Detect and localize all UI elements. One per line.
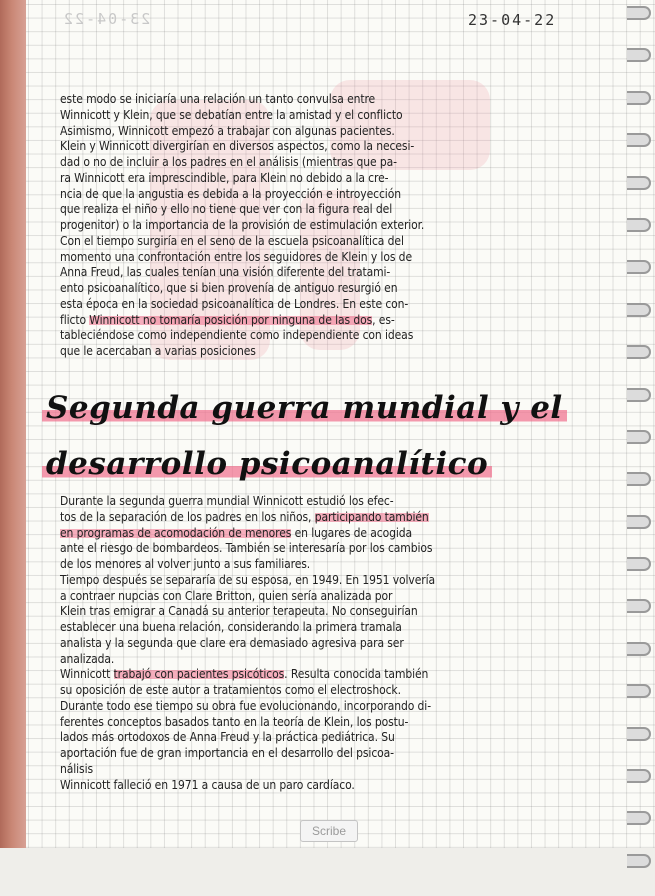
text-line: analizada.: [60, 651, 115, 666]
spiral-ring: [627, 811, 651, 825]
text-line: aportación fue de gran importancia en el desarrollo del psicoa-: [60, 746, 394, 760]
text-segment: . Resulta conocida también: [284, 667, 429, 682]
paragraph-war: [60, 494, 590, 793]
spiral-ring: [627, 6, 651, 20]
spiral-ring: [627, 133, 651, 147]
paragraph-intro: [60, 92, 590, 360]
heading-text: Segunda guerra mundial y el: [42, 390, 567, 426]
highlighted-text: participando también: [314, 509, 429, 524]
spiral-ring: [627, 176, 651, 190]
text-line: Durante la segunda guerra mundial Winnicott estudió los efec-: [60, 494, 394, 508]
text-line: ncia de que la angustia es debida a la proyección e introyección: [60, 186, 401, 201]
text-line: progenitor) o la importancia de la provisión de estimulación exterior.: [60, 218, 425, 232]
text-line: ento psicoanalítico, que si bien provenía de antiguo resurgió en: [60, 281, 398, 295]
text-line: lados más ortodoxos de Anna Freud y la práctica pediátrica. Su: [60, 730, 395, 745]
text-line: Anna Freud, las cuales tenían una visión diferente del tratami-: [60, 265, 391, 280]
text-line: ferentes conceptos basados tanto en la teoría de Klein, los postu-: [60, 714, 409, 729]
spiral-ring: [627, 599, 651, 613]
text-line: ra Winnicott era imprescindible, para Klein no debido a la cre-: [60, 170, 389, 185]
text-segment: tos de la separación de los padres en los niños,: [60, 509, 315, 524]
heading-text: desarrollo psicoanalítico: [42, 446, 492, 482]
text-line: establecer una buena relación, considerando la primera tramala: [60, 620, 402, 634]
text-line: dad o no de incluir a los padres en el análisis (mientras que pa-: [60, 155, 397, 169]
text-line: momento una confrontación entre los seguidores de Klein y los de: [60, 249, 412, 264]
text-line: Klein tras emigrar a Canadá su anterior terapeuta. No conseguirían: [60, 604, 418, 619]
text-line: de los menores al volver junto a sus familiares.: [60, 557, 311, 571]
spiral-ring: [627, 769, 651, 783]
section-heading-line-2: [42, 446, 492, 482]
text-segment: en lugares de acogida: [291, 525, 413, 540]
spiral-ring: [627, 388, 651, 402]
text-line: Winnicott falleció en 1971 a causa de un paro cardíaco.: [60, 777, 355, 792]
spiral-ring: [627, 303, 651, 317]
spiral-ring: [627, 515, 651, 529]
notebook-spine: [0, 0, 26, 848]
section-heading-line-1: [42, 390, 567, 426]
text-line: Con el tiempo surgiría en el seno de la escuela psicoanalítica del: [60, 233, 404, 248]
spiral-ring: [627, 557, 651, 571]
highlighted-text: Winnicott no tomaría posición por ninguna de las dos: [89, 312, 373, 327]
spiral-ring: [627, 642, 651, 656]
text-line: Tiempo después se separaría de su esposa, en 1949. En 1951 volvería: [60, 572, 436, 587]
spiral-ring: [627, 345, 651, 359]
text-line: que realiza el niño y ello no tiene que ver con la figura real del: [60, 202, 393, 217]
spiral-ring: [627, 91, 651, 105]
highlighted-text: en programas de acomodación de menores: [60, 525, 292, 540]
text-line: Asimismo, Winnicott empezó a trabajar con algunas pacientes.: [60, 123, 395, 138]
text-line: tableciéndose como independiente como independiente con ideas: [60, 328, 414, 343]
highlighted-text: trabajó con pacientes psicóticos: [113, 667, 285, 682]
spiral-ring: [627, 854, 651, 868]
text-line: Klein y Winnicott divergirían en diversos aspectos, como la necesi-: [60, 139, 415, 154]
text-line: [60, 313, 590, 329]
text-line: a contraer nupcias con Clare Britton, quien sería analizada por: [60, 588, 393, 603]
text-line: ante el riesgo de bombardeos. También se interesaría por los cambios: [60, 541, 433, 556]
text-line: [60, 667, 590, 683]
spiral-binding: [627, 6, 653, 896]
page-date: 23-04-22: [468, 11, 557, 29]
text-line: Durante todo ese tiempo su obra fue evolucionando, incorporando di-: [60, 698, 431, 713]
text-line: este modo se iniciaría una relación un tanto convulsa entre: [60, 92, 376, 106]
text-line: esta época en la sociedad psicoanalítica de Londres. En este con-: [60, 296, 409, 311]
text-line: [60, 526, 590, 542]
spiral-ring: [627, 218, 651, 232]
text-line: Winnicott y Klein, que se debatían entre la amistad y el conflicto: [60, 107, 403, 122]
text-line: que le acercaban a varias posiciones: [60, 344, 256, 358]
spiral-ring: [627, 727, 651, 741]
spiral-ring: [627, 48, 651, 62]
spiral-ring: [627, 430, 651, 444]
text-line: su oposición de este autor a tratamientos como el electroshock.: [60, 683, 401, 697]
scribe-watermark: Scribe: [300, 820, 358, 842]
spiral-ring: [627, 472, 651, 486]
text-segment: , es-: [372, 312, 395, 327]
text-line: [60, 510, 590, 526]
spiral-ring: [627, 684, 651, 698]
text-line: nálisis: [60, 761, 94, 776]
ghost-date: 23-04-22: [62, 10, 151, 28]
text-segment: Winnicott: [60, 667, 114, 682]
text-segment: flicto: [60, 312, 90, 327]
spiral-ring: [627, 260, 651, 274]
text-line: analista y la segunda que clare era demasiado agresiva para ser: [60, 635, 404, 650]
